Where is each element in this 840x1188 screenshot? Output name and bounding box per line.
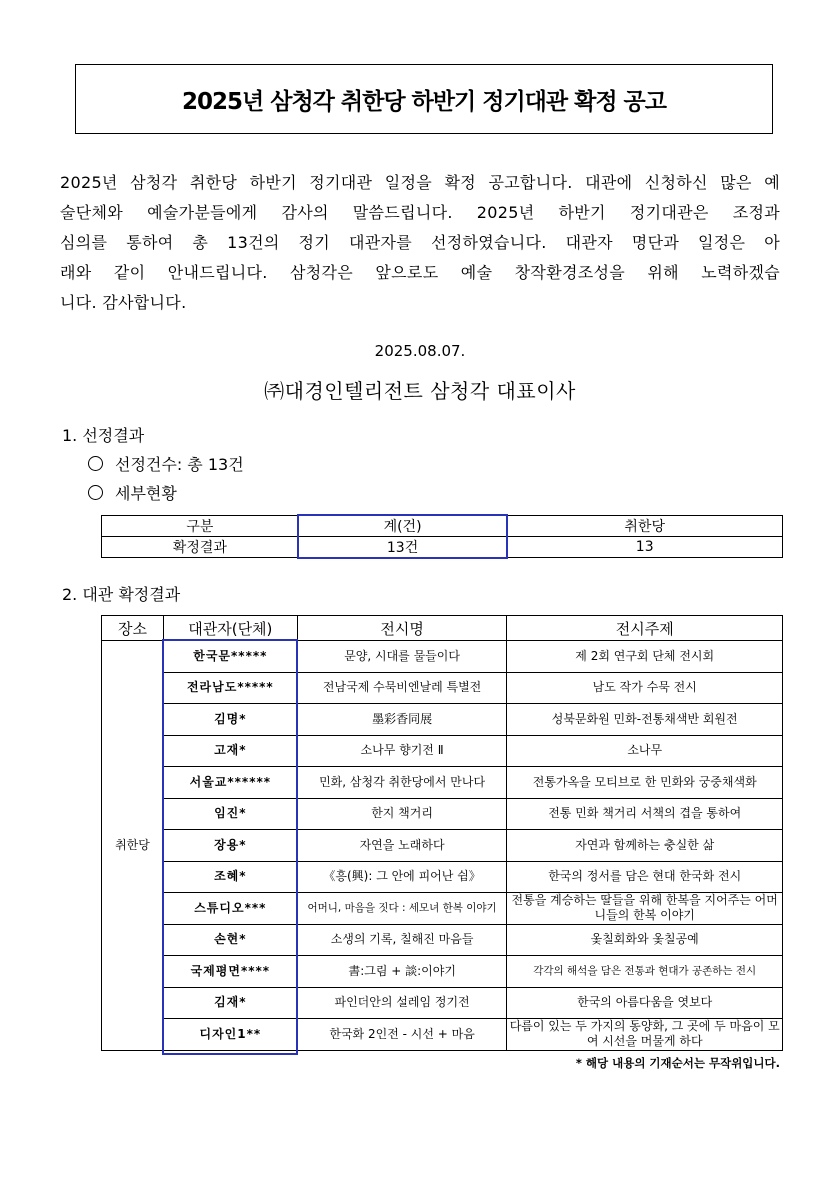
table-row xyxy=(102,893,783,925)
table-row xyxy=(102,798,783,830)
exhibition-title-cell: 소생의 기록, 칠해진 마음들 xyxy=(297,924,507,956)
circle-bullet-icon xyxy=(88,485,103,500)
bullet-text: 선정건수: 총 13건 xyxy=(115,455,244,474)
renter-cell: 국제평면**** xyxy=(163,956,297,988)
exhibition-title-cell: 소나무 향기전 Ⅱ xyxy=(297,735,507,767)
header-cell: 전시주제 xyxy=(507,616,783,641)
intro-line: 니다. 감사합니다. xyxy=(60,293,187,312)
renter-cell: 김재* xyxy=(163,987,297,1019)
renter-cell: 디자인1** xyxy=(163,1019,297,1051)
summary-table xyxy=(101,515,783,558)
exhibition-theme-cell: 다름이 있는 두 가지의 동양화, 그 곳에 두 마음이 모여 시선을 머물게 하다 xyxy=(507,1019,783,1051)
table-row xyxy=(102,861,783,893)
bullet-selection-count xyxy=(88,452,244,475)
exhibition-theme-cell: 성북문화원 민화-전통채색반 회원전 xyxy=(507,704,783,736)
table-row xyxy=(102,830,783,862)
table-cell: 13건 xyxy=(298,537,507,558)
table-cell: 13 xyxy=(507,537,783,558)
section1-heading: 1. 선정결과 xyxy=(62,426,145,445)
renter-cell: 전라남도***** xyxy=(163,672,297,704)
exhibition-theme-cell: 남도 작가 수묵 전시 xyxy=(507,672,783,704)
exhibition-theme-cell: 전통을 계승하는 딸들을 위해 한복을 지어주는 어머니들의 한복 이야기 xyxy=(507,893,783,925)
exhibition-title-cell: 자연을 노래하다 xyxy=(297,830,507,862)
circle-bullet-icon xyxy=(88,456,103,471)
exhibition-theme-cell: 전통 민화 책거리 서책의 겹을 통하여 xyxy=(507,798,783,830)
exhibition-theme-cell: 한국의 아름다움을 엿보다 xyxy=(507,987,783,1019)
header-cell: 장소 xyxy=(102,616,164,641)
renter-cell: 장용* xyxy=(163,830,297,862)
table-row xyxy=(102,735,783,767)
bullet-text: 세부현황 xyxy=(115,484,177,503)
title-box xyxy=(75,64,773,134)
header-cell: 계(건) xyxy=(298,516,507,537)
table-header-row xyxy=(102,616,783,641)
header-cell: 취한당 xyxy=(507,516,783,537)
table-row xyxy=(102,641,783,673)
exhibition-title-cell: 민화, 삼청각 취한당에서 만나다 xyxy=(297,767,507,799)
exhibition-title-cell: 《흥(興): 그 안에 피어난 쉼》 xyxy=(297,861,507,893)
intro-line: 2025년 삼청각 취한당 하반기 정기대관 일정을 확정 공고합니다. 대관에 신청하신 많은 예 xyxy=(60,173,780,192)
intro-paragraph xyxy=(60,168,780,318)
header-cell: 대관자(단체) xyxy=(163,616,297,641)
renter-cell: 고재* xyxy=(163,735,297,767)
exhibition-theme-cell: 전통가옥을 모티브로 한 민화와 궁중채색화 xyxy=(507,767,783,799)
rental-results-table xyxy=(101,615,783,1051)
table-row xyxy=(102,1019,783,1051)
header-cell: 구분 xyxy=(102,516,299,537)
section2-heading: 2. 대관 확정결과 xyxy=(62,585,181,604)
renter-cell: 스튜디오*** xyxy=(163,893,297,925)
header-cell: 전시명 xyxy=(297,616,507,641)
bullet-details xyxy=(88,481,177,504)
notice-date: 2025.08.07. xyxy=(374,342,466,360)
document-title: 2025년 삼청각 취한당 하반기 정기대관 확정 공고 xyxy=(182,88,666,115)
renter-cell: 조혜* xyxy=(163,861,297,893)
intro-line: 래와 같이 안내드립니다. 삼청각은 앞으로도 예술 창작환경조성을 위해 노력하겠습 xyxy=(60,263,780,282)
table-row xyxy=(102,924,783,956)
exhibition-title-cell: 전남국제 수묵비엔날레 특별전 xyxy=(297,672,507,704)
exhibition-theme-cell: 자연과 함께하는 충실한 삶 xyxy=(507,830,783,862)
exhibition-title-cell: 문양, 시대를 물들이다 xyxy=(297,641,507,673)
exhibition-title-cell: 어머니, 마음을 짓다 : 세모녀 한복 이야기 xyxy=(297,893,507,925)
renter-cell: 손현* xyxy=(163,924,297,956)
table-header-row xyxy=(102,516,783,537)
intro-line: 술단체와 예술가분들에게 감사의 말씀드립니다. 2025년 하반기 정기대관은 조정과 xyxy=(60,203,780,222)
table-row xyxy=(102,987,783,1019)
table-row xyxy=(102,672,783,704)
renter-cell: 한국문***** xyxy=(163,641,297,673)
exhibition-theme-cell: 제 2회 연구회 단체 전시회 xyxy=(507,641,783,673)
table-cell: 확정결과 xyxy=(102,537,299,558)
renter-cell: 임진* xyxy=(163,798,297,830)
table-row xyxy=(102,537,783,558)
exhibition-theme-cell: 소나무 xyxy=(507,735,783,767)
renter-cell: 서울교****** xyxy=(163,767,297,799)
intro-line: 심의를 통하여 총 13건의 정기 대관자를 선정하였습니다. 대관자 명단과 일정은 아 xyxy=(60,233,780,252)
exhibition-title-cell: 한지 책거리 xyxy=(297,798,507,830)
exhibition-theme-cell: 옻칠회화와 옻칠공예 xyxy=(507,924,783,956)
exhibition-title-cell: 파인더안의 설레임 정기전 xyxy=(297,987,507,1019)
table-row xyxy=(102,704,783,736)
exhibition-title-cell: 한국화 2인전 - 시선 + 마음 xyxy=(297,1019,507,1051)
exhibition-theme-cell: 한국의 정서를 담은 현대 한국화 전시 xyxy=(507,861,783,893)
footnote: * 해당 내용의 기재순서는 무작위입니다. xyxy=(575,1056,780,1070)
venue-cell: 취한당 xyxy=(102,641,164,1051)
exhibition-title-cell: 墨彩香同展 xyxy=(297,704,507,736)
issuer-name: ㈜대경인텔리전트 삼청각 대표이사 xyxy=(264,379,576,403)
table-row xyxy=(102,767,783,799)
table-row xyxy=(102,956,783,988)
renter-cell: 김명* xyxy=(163,704,297,736)
exhibition-theme-cell: 각각의 해석을 담은 전통과 현대가 공존하는 전시 xyxy=(507,956,783,988)
exhibition-title-cell: 書:그림 + 談:이야기 xyxy=(297,956,507,988)
